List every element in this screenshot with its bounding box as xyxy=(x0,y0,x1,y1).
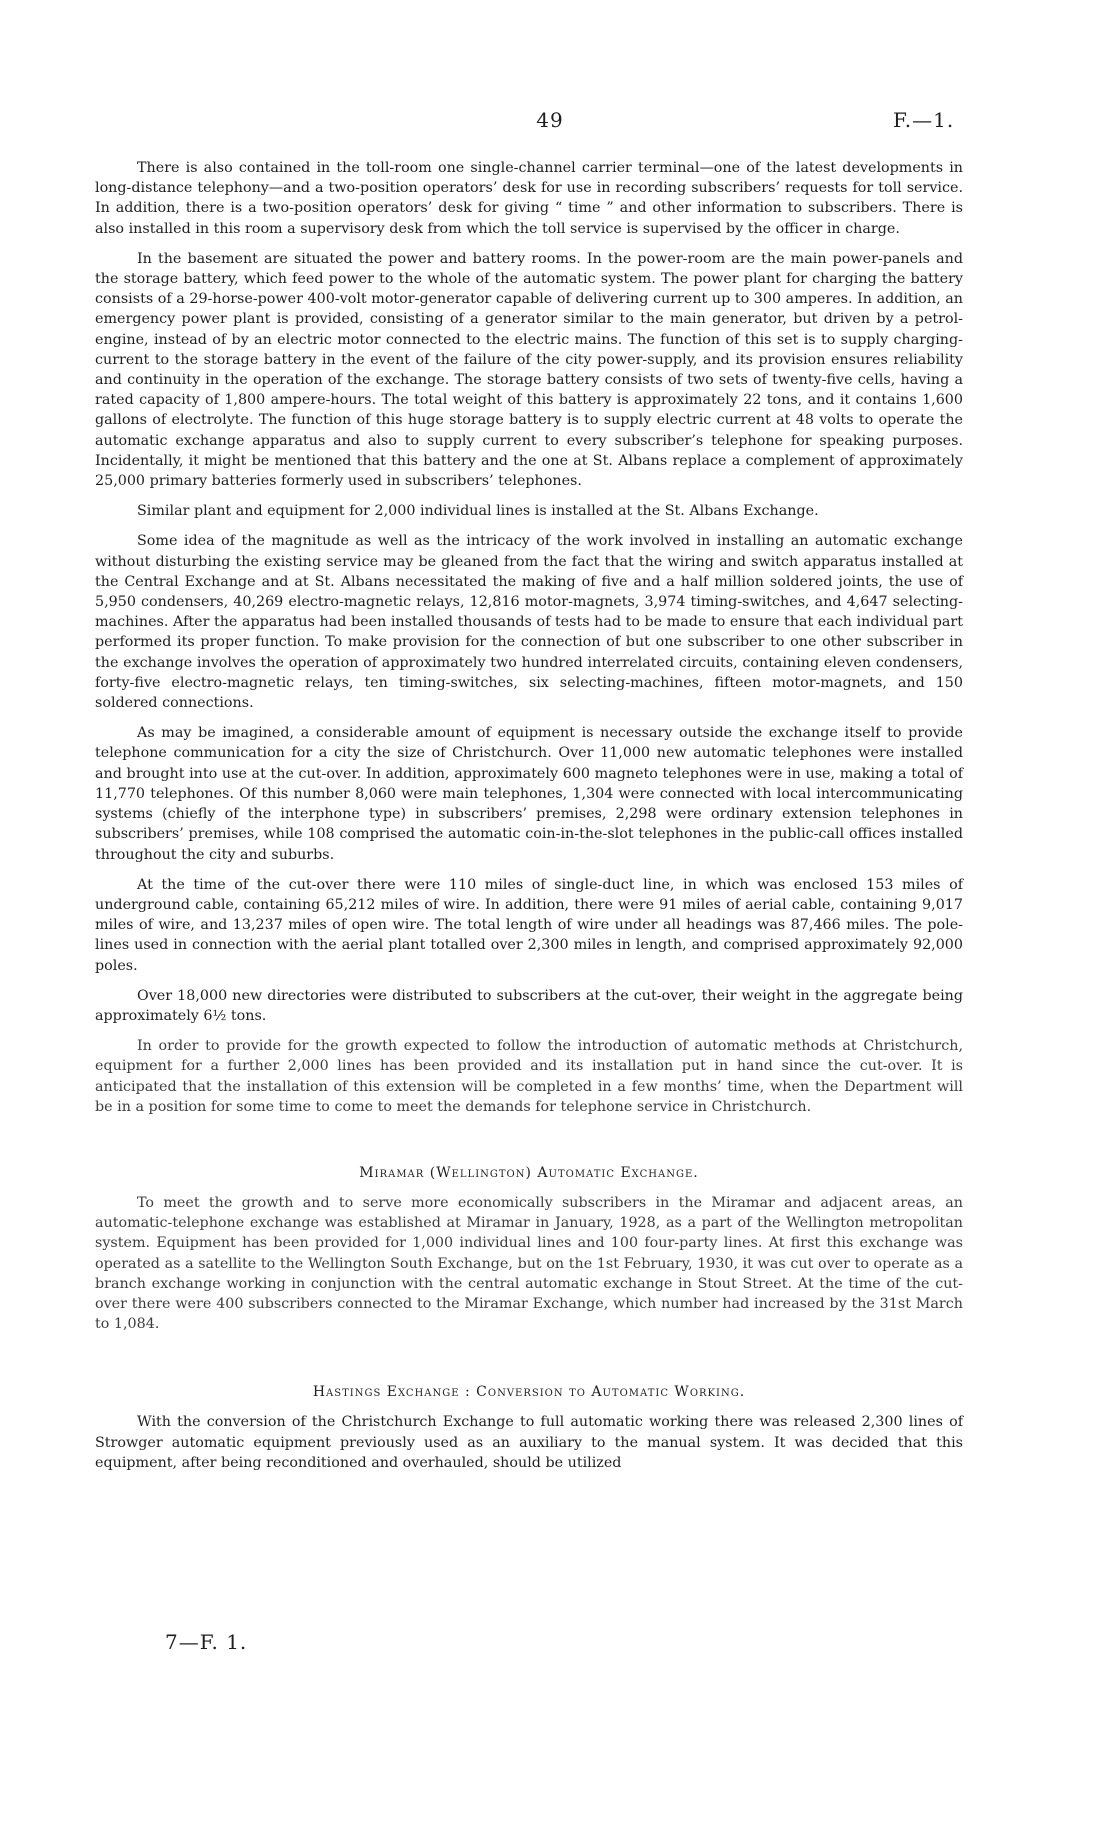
paragraph-hastings: With the conversion of the Christchurch Exchange to full automatic working there was released 2,300 lines of Strowger automatic equipment previously used as an auxiliary to the manual system. It was decided that this equipment, after being reconditioned and overhauled, should be utilized xyxy=(95,1414,963,1471)
paragraph-power-battery: In the basement are situated the power and battery rooms. In the power-room are the main power-panels and the storage battery, which feed power to the whole of the automatic system. The power plant for charging the battery consists of a 29-horse-power 400-volt motor-generator capable of delivering current up to 300 amperes. In addition, an emergency power plant is provided, consisting of a generator similar to the main generator, but driven by a petrol-engine, instead of by an electric motor connected to the electric mains. The function of this set is to supply charging-current to the storage battery in the event of the failure of the city power-supply, and its provision ensures reliability and continuity in the operation of the exchange. The storage battery consists of two sets of twenty-five cells, having a rated capacity of 1,800 ampere-hours. The total weight of this battery is approximately 22 tons, and it contains 1,600 gallons of electrolyte. The function of this huge storage battery is to supply electric current at 48 volts to operate the automatic exchange apparatus and also to supply current to every subscriber’s telephone for speaking purposes. Incidentally, it might be mentioned that this battery and the one at St. Albans replace a complement of approximately 25,000 primary batteries formerly used in subscribers’ telephones. xyxy=(95,250,963,490)
page-number: 49 xyxy=(536,108,564,132)
paragraph-toll-room: There is also contained in the toll-room one single-channel carrier terminal—one of the latest developments in long-distance telephony—and a two-position operators’ desk for use in recording subscribers’ requests for toll service. In addition, there is a two-position operators’ desk for giving “ time ” and other information to subscribers. There is also installed in this room a supervisory desk from which the toll service is supervised by the officer in charge. xyxy=(95,160,963,237)
paragraph-growth: In order to provide for the growth expected to follow the introduction of automatic methods at Christchurch, equipment for a further 2,000 lines has been provided and its installation put in hand since the cut-over. It is anticipated that the installation of this extension will be completed in a few months’ time, when the Department will be in a position for some time to come to meet the demands for telephone service in Christchurch. xyxy=(95,1038,963,1115)
paragraph-cable-lines: At the time of the cut-over there were 110 miles of single-duct line, in which was enclosed 153 miles of underground cable, containing 65,212 miles of wire. In addition, there were 91 miles of aerial cable, containing 9,017 miles of wire, and 13,237 miles of open wire. The total length of wire under all headings was 87,466 miles. The pole-lines used in connection with the aerial plant totalled over 2,300 miles in length, and comprised approximately 92,000 poles. xyxy=(95,876,963,974)
paragraph-st-albans-plant: Similar plant and equipment for 2,000 individual lines is installed at the St. Albans Exchange. xyxy=(137,503,819,520)
paragraph-directories: Over 18,000 new directories were distributed to subscribers at the cut-over, their weight in the aggregate being approximately 6½ tons. xyxy=(95,987,963,1024)
document-reference: F.—1. xyxy=(893,108,955,132)
section-heading-miramar: Miramar (Wellington) Automatic Exchange. xyxy=(359,1164,699,1181)
paragraph-miramar: To meet the growth and to serve more economically subscribers in the Miramar and adjacent areas, an automatic-telephone exchange was established at Miramar in January, 1928, as a part of the Wellington metropolitan system. Equipment has been provided for 1,000 individual lines and 100 four-party lines. At first this exchange was operated as a satellite to the Wellington South Exchange, but on the 1st February, 1930, it was cut over to operate as a branch exchange working in conjunction with the central automatic exchange in Stout Street. At the time of the cut-over there were 400 subscribers connected to the Miramar Exchange, which number had increased by the 31st March to 1,084. xyxy=(95,1194,963,1333)
body-text xyxy=(95,158,963,1483)
section-heading-hastings: Hastings Exchange : Conversion to Automatic Working. xyxy=(312,1384,746,1401)
page-signature: 7—F. 1. xyxy=(165,1630,248,1654)
paragraph-outside-equipment: As may be imagined, a considerable amount of equipment is necessary outside the exchange itself to provide telephone communication for a city the size of Christchurch. Over 11,000 new automatic telephones were installed and brought into use at the cut-over. In addition, approximately 600 magneto telephones were in use, making a total of 11,770 telephones. Of this number 8,060 were main telephones, 1,304 were connected with local intercommunicating systems (chiefly of the interphone type) in subscribers’ premises, 2,298 were ordinary extension telephones in subscribers’ premises, while 108 comprised the automatic coin-in-the-slot telephones in the public-call offices installed throughout the city and suburbs. xyxy=(95,725,963,863)
paragraph-magnitude: Some idea of the magnitude as well as the intricacy of the work involved in installing an automatic exchange without disturbing the existing service may be gleaned from the fact that the wiring and switch apparatus installed at the Central Exchange and at St. Albans necessitated the making of five and a half million soldered joints, the use of 5,950 condensers, 40,269 electro-magnetic relays, 12,816 motor-magnets, 3,974 timing-switches, and 4,647 selecting-machines. After the apparatus had been installed thousands of tests had to be made to ensure that each individual part performed its proper function. To make provision for the connection of but one subscriber to one other subscriber in the exchange involves the operation of approximately two hundred interrelated circuits, containing eleven condensers, forty-five electro-magnetic relays, ten timing-switches, six selecting-machines, fifteen motor-magnets, and 150 soldered connections. xyxy=(95,533,963,712)
